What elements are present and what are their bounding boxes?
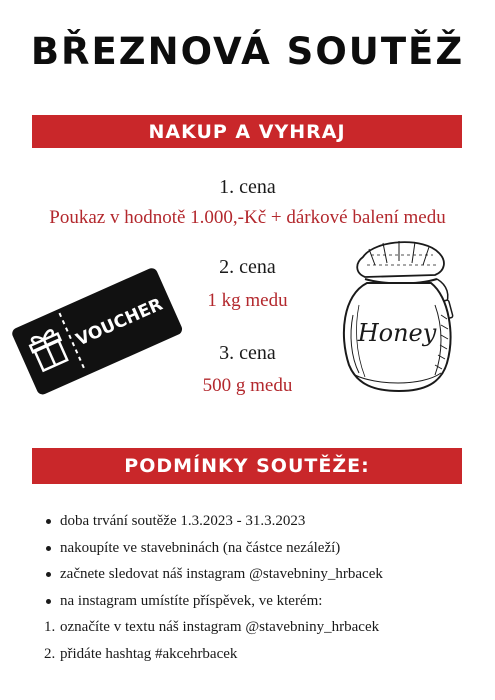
jar-label: Honey — [357, 319, 437, 347]
conditions-list — [40, 508, 480, 667]
prize-3-label: 3. cena — [219, 342, 276, 364]
voucher-label: VOUCHER — [73, 294, 166, 351]
step-text: přidáte hashtag #akcehrbacek — [60, 645, 238, 662]
voucher-illustration — [5, 262, 185, 402]
banner-podminky: PODMÍNKY SOUTĚŽE: — [32, 448, 462, 484]
page-title: BŘEZNOVÁ SOUTĚŽ — [30, 30, 465, 73]
condition-item: na instagram umístíte příspěvek, ve kterém: — [40, 588, 480, 615]
step-text: označíte v textu náš instagram @stavebniny_hrbacek — [60, 619, 380, 635]
prize-3-value: 500 g medu — [202, 375, 293, 396]
prize-2-label: 2. cena — [219, 256, 276, 278]
prize-1-value: Poukaz v hodnotě 1.000,-Kč + dárkové balení medu — [49, 207, 446, 228]
condition-item: doba trvání soutěže 1.3.2023 - 31.3.2023 — [40, 508, 480, 535]
step-item — [40, 614, 480, 641]
step-number: 2. — [44, 645, 56, 662]
prize-1-label: 1. cena — [219, 176, 276, 198]
step-item — [40, 641, 480, 668]
step-number: 1. — [44, 619, 56, 635]
condition-item: nakoupíte ve stavebninách (na částce nezáleží) — [40, 535, 480, 562]
condition-item: začnete sledovat náš instagram @stavebniny_hrbacek — [40, 561, 480, 588]
honey-jar-illustration — [335, 235, 465, 400]
prize-2-value: 1 kg medu — [207, 290, 288, 311]
banner-nakup-a-vyhraj: NAKUP A VYHRAJ — [32, 115, 462, 148]
